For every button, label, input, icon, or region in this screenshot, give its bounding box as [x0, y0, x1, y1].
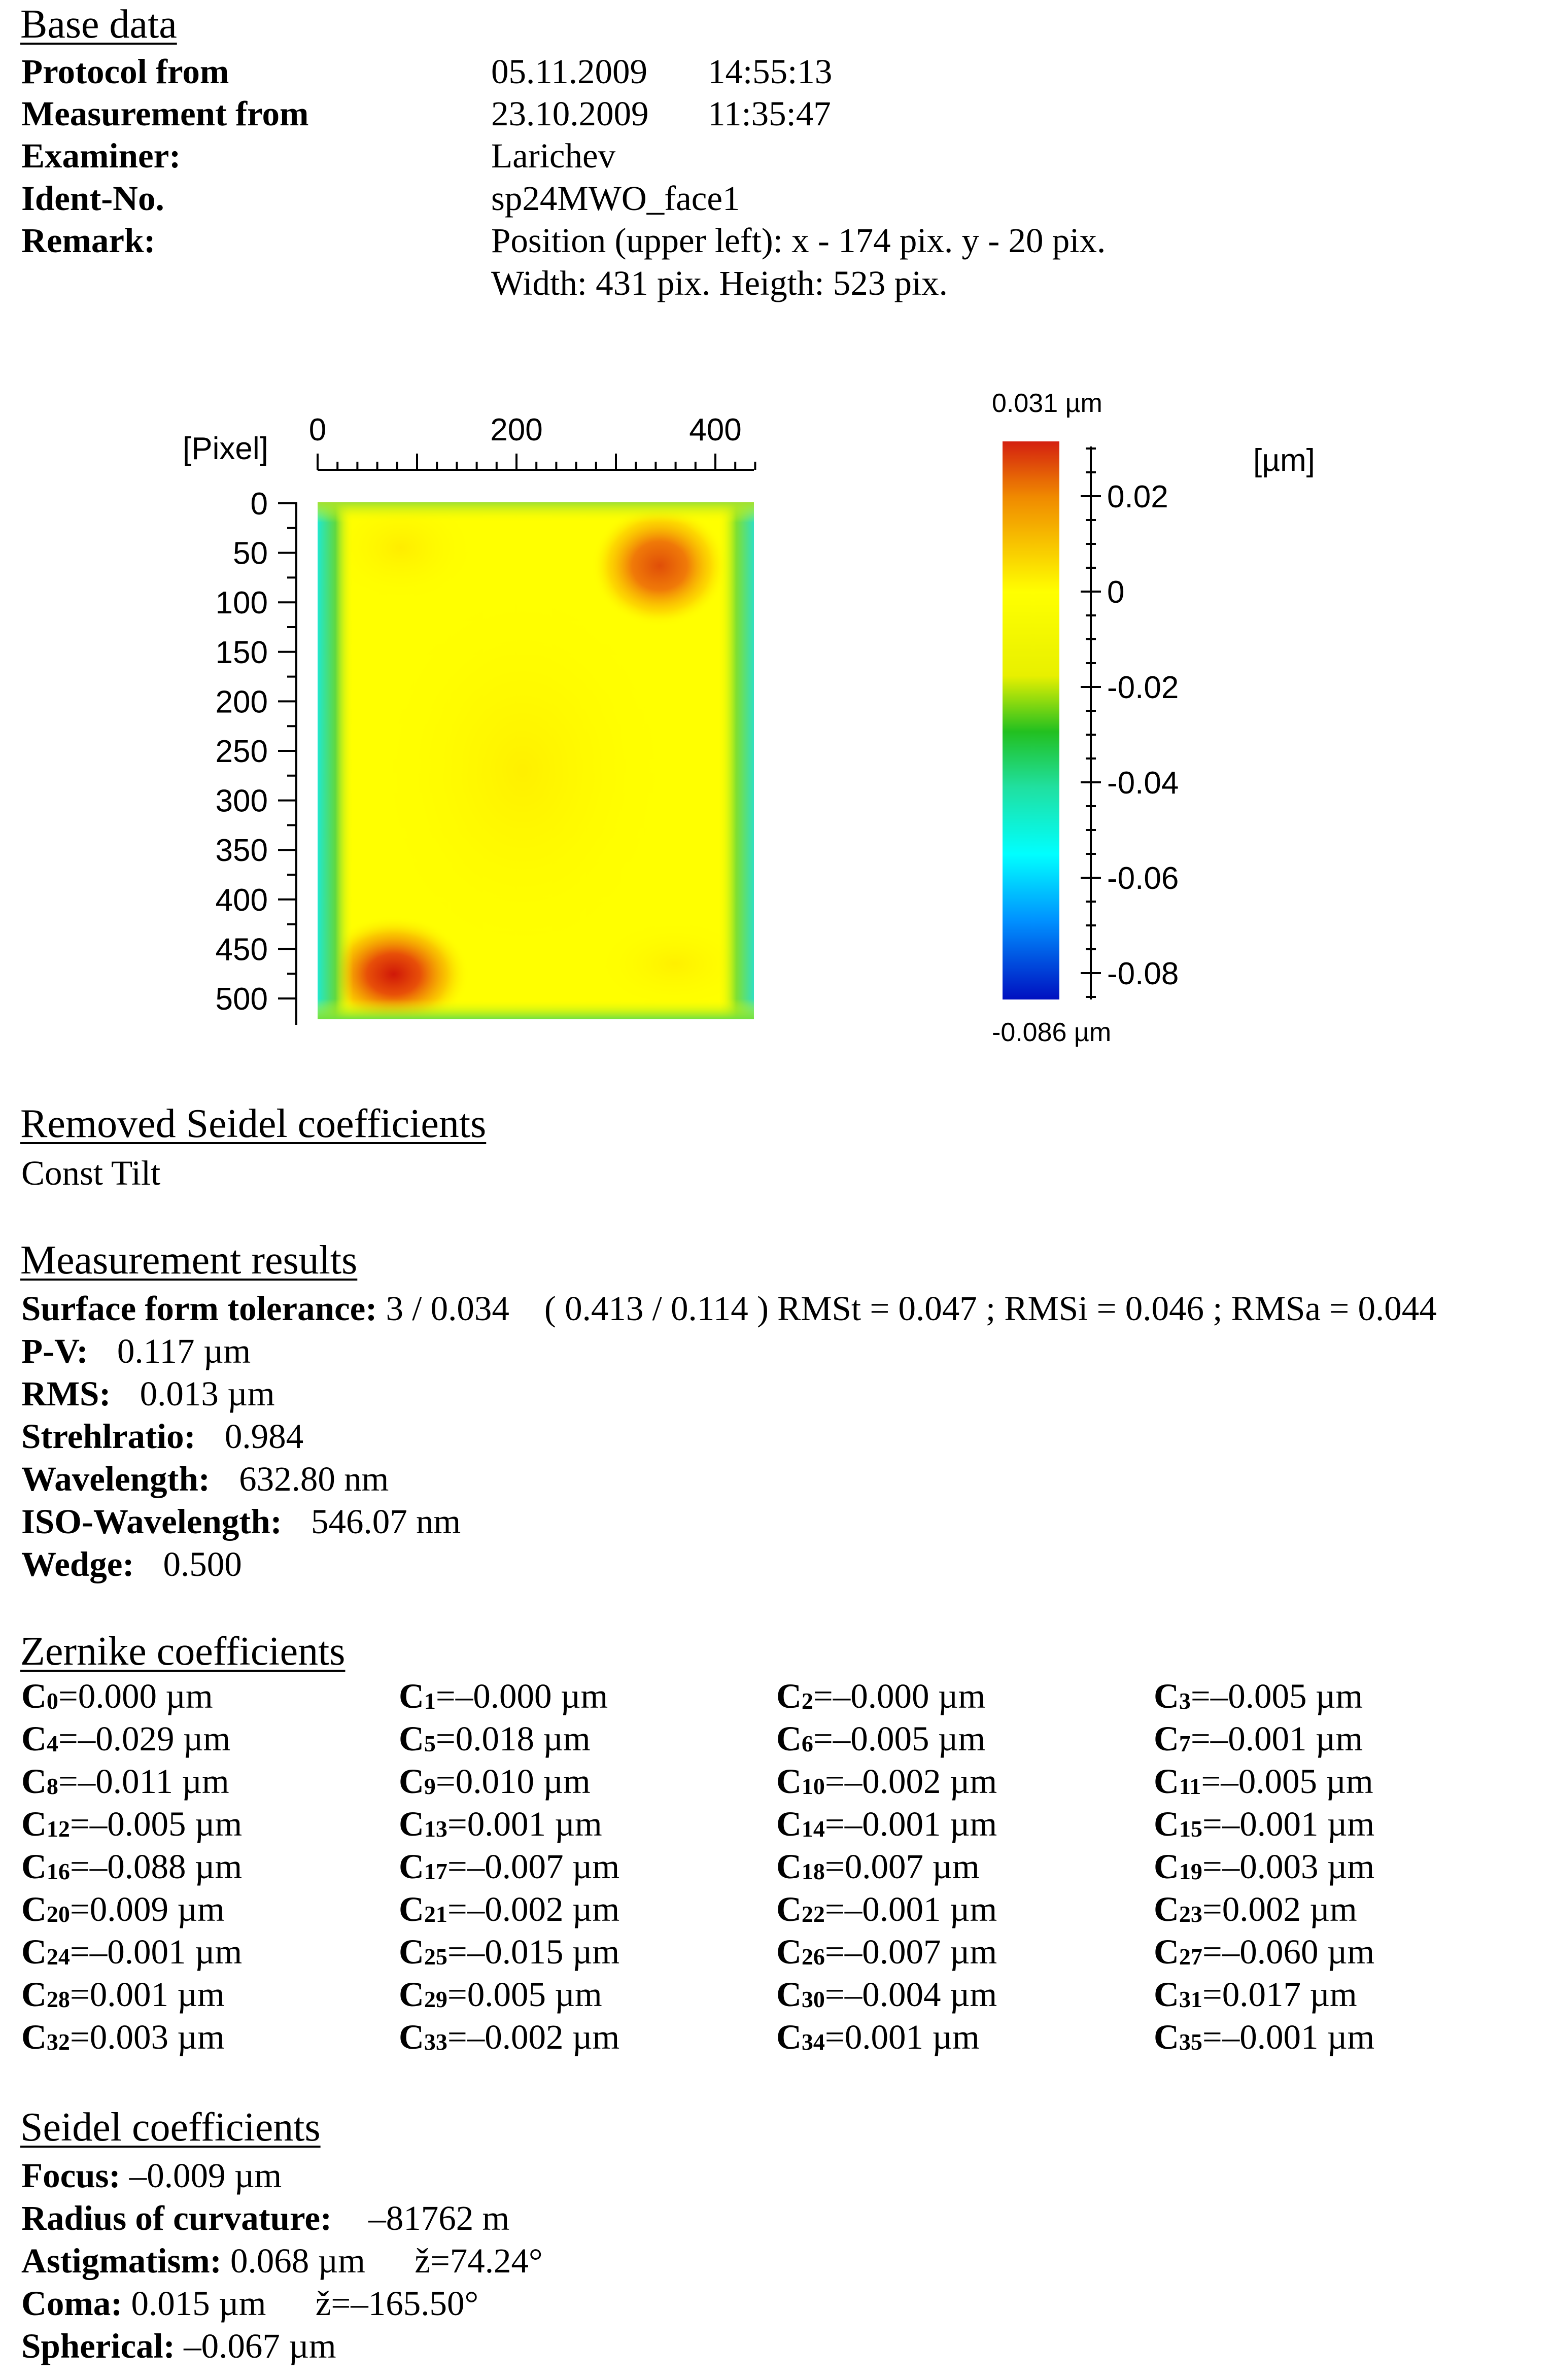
zernike-coefficient [399, 1888, 776, 1930]
zernike-index: 25 [424, 1944, 447, 1970]
zernike-index: 29 [424, 1986, 447, 2012]
zernike-value: =–0.001 µm [70, 1933, 243, 1971]
strehl-value: 0.984 [224, 1417, 304, 1456]
zernike-index: 11 [1179, 1773, 1201, 1799]
zernike-value: =0.001 µm [824, 2018, 980, 2056]
zernike-coefficient [399, 1973, 776, 2016]
colorbar-tick-label: 0.02 [1107, 479, 1168, 514]
zernike-coefficient [399, 1675, 776, 1717]
pv-label: P-V: [21, 1332, 88, 1370]
astigmatism-angle: ž=74.24° [415, 2241, 543, 2280]
strehl-row [21, 1419, 303, 1454]
pixel-unit-label: [Pixel] [183, 431, 268, 466]
zernike-coefficient [21, 1675, 399, 1717]
zernike-value: =–0.005 µm [813, 1719, 986, 1758]
zernike-symbol: C [21, 1762, 47, 1801]
zernike-coefficient [399, 2016, 776, 2058]
zernike-symbol: C [21, 2018, 47, 2056]
surface-map-figure [0, 375, 1552, 1076]
zernike-value: =0.010 µm [435, 1762, 591, 1801]
measurement-time: 11:35:47 [708, 94, 831, 133]
zernike-coefficient [21, 1717, 399, 1760]
zernike-index: 0 [46, 1688, 58, 1714]
zernike-symbol: C [776, 1719, 802, 1758]
zernike-index: 23 [1179, 1901, 1202, 1927]
zernike-symbol: C [399, 1805, 424, 1843]
remark-line-2: Width: 431 pix. Heigth: 523 pix. [491, 264, 948, 302]
zernike-symbol: C [21, 1890, 47, 1928]
zernike-coefficient [776, 1973, 1154, 2016]
coma-angle: ž=–165.50° [315, 2284, 479, 2323]
y-tick-label: 250 [215, 734, 268, 769]
zernike-value: =–0.005 µm [70, 1805, 243, 1843]
y-tick-label: 200 [215, 684, 268, 720]
base-data-heading: Base data [20, 2, 177, 47]
x-tick-label: 200 [490, 412, 543, 447]
zernike-value: =0.003 µm [70, 2018, 225, 2056]
surface-form-tolerance-row [21, 1291, 1437, 1326]
zernike-coefficient [1154, 1760, 1531, 1803]
zernike-index: 12 [46, 1816, 70, 1842]
iso-wavelength-label: ISO-Wavelength: [21, 1502, 282, 1541]
zernike-symbol: C [1154, 2018, 1179, 2056]
zernike-coefficient [1154, 2016, 1531, 2058]
zernike-coefficient [776, 2016, 1154, 2058]
colorbar-tick-label: 0 [1107, 575, 1125, 610]
x-axis [309, 412, 755, 470]
zernike-value: =0.001 µm [70, 1975, 225, 2014]
zernike-value: =–0.004 µm [824, 1975, 997, 2014]
focus-label: Focus: [21, 2156, 121, 2195]
zernike-value: =0.009 µm [70, 1890, 225, 1928]
zernike-value: =0.000 µm [58, 1677, 213, 1715]
x-tick-label: 0 [308, 412, 327, 447]
zernike-index: 5 [424, 1731, 436, 1756]
zernike-index: 35 [1179, 2029, 1202, 2055]
focus-value: –0.009 µm [129, 2156, 282, 2195]
zernike-value: =–0.060 µm [1202, 1933, 1375, 1971]
protocol-date: 05.11.2009 [491, 52, 647, 91]
ident-value: sp24MWO_face1 [491, 179, 740, 218]
zernike-symbol: C [21, 1975, 47, 2014]
colorbar-tick-label: -0.06 [1107, 861, 1179, 896]
zernike-coefficient [399, 1930, 776, 1973]
y-tick-label: 450 [215, 932, 268, 968]
rms-row [21, 1376, 275, 1411]
strehl-label: Strehlratio: [21, 1417, 196, 1456]
zernike-index: 4 [46, 1731, 58, 1756]
zernike-symbol: C [399, 1677, 424, 1715]
removed-seidel-heading: Removed Seidel coefficients [20, 1101, 487, 1146]
zernike-index: 18 [801, 1858, 825, 1884]
zernike-index: 10 [801, 1773, 825, 1799]
zernike-symbol: C [399, 1933, 424, 1971]
spherical-value: –0.067 µm [184, 2327, 336, 2365]
zernike-symbol: C [21, 1719, 47, 1758]
x-tick-label: 400 [689, 412, 742, 447]
wavelength-value: 632.80 nm [239, 1460, 389, 1498]
colorbar-tick-label: -0.04 [1107, 766, 1179, 801]
colorbar-max-label: 0.031 µm [992, 389, 1102, 418]
measurement-results-heading: Measurement results [20, 1238, 358, 1283]
y-tick-label: 300 [215, 783, 268, 819]
zernike-coefficient [399, 1717, 776, 1760]
radius-value: –81762 m [368, 2199, 510, 2237]
zernike-index: 13 [424, 1816, 447, 1842]
coma-row [21, 2286, 478, 2321]
zernike-value: =–0.001 µm [824, 1805, 997, 1843]
zernike-symbol: C [776, 1805, 802, 1843]
sft-label: Surface form tolerance: [21, 1289, 377, 1328]
zernike-value: =–0.000 µm [813, 1677, 986, 1715]
zernike-value: =0.001 µm [447, 1805, 602, 1843]
zernike-coefficient [1154, 1845, 1531, 1888]
zernike-value: =–0.002 µm [447, 2018, 620, 2056]
zernike-symbol: C [399, 1762, 424, 1801]
zernike-symbol: C [21, 1677, 47, 1715]
coma-label: Coma: [21, 2284, 123, 2323]
wedge-row [21, 1547, 242, 1582]
zernike-value: =–0.005 µm [1201, 1762, 1373, 1801]
zernike-heading: Zernike coefficients [20, 1629, 346, 1674]
zernike-symbol: C [399, 1719, 424, 1758]
examiner-value: Larichev [491, 136, 616, 175]
spherical-row [21, 2329, 336, 2364]
zernike-coefficient [776, 1888, 1154, 1930]
zernike-index: 19 [1179, 1858, 1202, 1884]
zernike-symbol: C [776, 1890, 802, 1928]
zernike-value: =0.007 µm [824, 1847, 980, 1886]
zernike-coefficient [776, 1803, 1154, 1845]
surface-map [318, 492, 756, 1032]
y-tick-label: 350 [215, 833, 268, 869]
zernike-index: 21 [424, 1901, 447, 1927]
zernike-index: 16 [46, 1858, 70, 1884]
zernike-value: =–0.029 µm [58, 1719, 231, 1758]
zernike-value: =0.018 µm [435, 1719, 591, 1758]
zernike-coefficient [776, 1845, 1154, 1888]
y-tick-label: 50 [233, 536, 268, 571]
protocol-label: Protocol from [21, 52, 229, 91]
zernike-grid [21, 1675, 1531, 2058]
focus-row [21, 2158, 282, 2193]
wavelength-label: Wavelength: [21, 1460, 210, 1498]
zernike-symbol: C [776, 1975, 802, 2014]
remark-line-1: Position (upper left): x - 174 pix. y - 20 pix. [491, 221, 1106, 260]
zernike-coefficient [21, 1973, 399, 2016]
zernike-index: 24 [46, 1944, 70, 1970]
zernike-value: =–0.000 µm [435, 1677, 608, 1715]
zernike-symbol: C [776, 2018, 802, 2056]
zernike-index: 17 [424, 1858, 447, 1884]
zernike-symbol: C [1154, 1719, 1179, 1758]
zernike-symbol: C [776, 1847, 802, 1886]
zernike-index: 8 [46, 1773, 58, 1799]
measurement-date: 23.10.2009 [491, 94, 649, 133]
zernike-coefficient [776, 1675, 1154, 1717]
zernike-symbol: C [1154, 1677, 1179, 1715]
zernike-index: 33 [424, 2029, 447, 2055]
zernike-coefficient [399, 1845, 776, 1888]
zernike-coefficient [21, 1845, 399, 1888]
zernike-value: =–0.088 µm [70, 1847, 243, 1886]
protocol-time: 14:55:13 [708, 52, 833, 91]
zernike-value: =0.005 µm [447, 1975, 602, 2014]
zernike-coefficient [21, 1760, 399, 1803]
zernike-coefficient [21, 1888, 399, 1930]
zernike-symbol: C [1154, 1975, 1179, 2014]
zernike-coefficient [399, 1803, 776, 1845]
zernike-value: =–0.001 µm [1190, 1719, 1363, 1758]
zernike-coefficient [21, 2016, 399, 2058]
astigmatism-label: Astigmatism: [21, 2241, 222, 2280]
wedge-label: Wedge: [21, 1545, 134, 1583]
colorbar-tick-label: -0.08 [1107, 956, 1179, 991]
seidel-heading: Seidel coefficients [20, 2105, 321, 2150]
zernike-symbol: C [776, 1933, 802, 1971]
zernike-index: 22 [801, 1901, 825, 1927]
ident-label: Ident-No. [21, 179, 164, 218]
astigmatism-row [21, 2241, 543, 2280]
zernike-symbol: C [399, 1890, 424, 1928]
zernike-coefficient [776, 1760, 1154, 1803]
wavelength-row [21, 1462, 389, 1497]
y-tick-label: 100 [215, 585, 268, 621]
removed-seidel-value: Const Tilt [21, 1154, 161, 1192]
zernike-symbol: C [399, 1847, 424, 1886]
radius-row [21, 2201, 509, 2236]
rms-label: RMS: [21, 1374, 111, 1413]
zernike-value: =–0.001 µm [1202, 1805, 1375, 1843]
zernike-index: 31 [1179, 1986, 1202, 2012]
sft-value: 3 / 0.034 ( 0.413 / 0.114 ) RMSt = 0.047 ; RMSi = 0.046 ; RMSa = 0.044 [386, 1289, 1437, 1328]
zernike-symbol: C [21, 1805, 47, 1843]
zernike-value: =0.017 µm [1202, 1975, 1357, 2014]
zernike-value: =0.002 µm [1202, 1890, 1357, 1928]
zernike-coefficient [776, 1717, 1154, 1760]
remark-label: Remark: [21, 221, 156, 260]
zernike-coefficient [1154, 1888, 1531, 1930]
zernike-coefficient [776, 1930, 1154, 1973]
zernike-index: 14 [801, 1816, 825, 1842]
zernike-symbol: C [399, 2018, 424, 2056]
zernike-symbol: C [21, 1933, 47, 1971]
zernike-value: =–0.003 µm [1202, 1847, 1375, 1886]
zernike-coefficient [1154, 1973, 1531, 2016]
zernike-index: 27 [1179, 1944, 1202, 1970]
zernike-symbol: C [1154, 1847, 1179, 1886]
colorbar-min-label: -0.086 µm [992, 1018, 1112, 1047]
zernike-symbol: C [21, 1847, 47, 1886]
zernike-index: 9 [424, 1773, 436, 1799]
colorbar [992, 389, 1315, 1047]
zernike-index: 34 [801, 2029, 825, 2055]
zernike-symbol: C [399, 1975, 424, 2014]
zernike-value: =–0.015 µm [447, 1933, 620, 1971]
zernike-coefficient [1154, 1717, 1531, 1760]
zernike-index: 3 [1179, 1688, 1191, 1714]
zernike-index: 32 [46, 2029, 70, 2055]
zernike-value: =–0.001 µm [824, 1890, 997, 1928]
zernike-symbol: C [1154, 1762, 1179, 1801]
iso-wavelength-row [21, 1504, 461, 1539]
colorbar-tick-label: -0.02 [1107, 670, 1179, 705]
zernike-index: 2 [801, 1688, 813, 1714]
astigmatism-value: 0.068 µm [230, 2241, 365, 2280]
zernike-index: 15 [1179, 1816, 1202, 1842]
iso-wavelength-value: 546.07 nm [311, 1502, 461, 1541]
zernike-value: =–0.007 µm [447, 1847, 620, 1886]
colorbar-unit-label: [µm] [1253, 443, 1315, 478]
zernike-symbol: C [776, 1762, 802, 1801]
zernike-value: =–0.001 µm [1202, 2018, 1375, 2056]
zernike-coefficient [21, 1930, 399, 1973]
measurement-label: Measurement from [21, 94, 309, 133]
zernike-index: 20 [46, 1901, 70, 1927]
zernike-index: 6 [801, 1731, 813, 1756]
pv-row [21, 1334, 251, 1369]
zernike-coefficient [399, 1760, 776, 1803]
examiner-label: Examiner: [21, 136, 181, 175]
y-axis [216, 487, 296, 1025]
zernike-symbol: C [1154, 1933, 1179, 1971]
rms-value: 0.013 µm [140, 1374, 275, 1413]
zernike-value: =–0.002 µm [824, 1762, 997, 1801]
zernike-index: 28 [46, 1986, 70, 2012]
zernike-index: 1 [424, 1688, 436, 1714]
zernike-value: =–0.005 µm [1190, 1677, 1363, 1715]
pv-value: 0.117 µm [117, 1332, 251, 1370]
zernike-symbol: C [776, 1677, 802, 1715]
y-tick-label: 0 [250, 487, 268, 522]
y-tick-label: 400 [215, 882, 268, 918]
radius-label: Radius of curvature: [21, 2199, 332, 2237]
zernike-value: =–0.007 µm [824, 1933, 997, 1971]
zernike-coefficient [1154, 1803, 1531, 1845]
y-tick-label: 500 [215, 982, 268, 1017]
zernike-value: =–0.011 µm [58, 1762, 229, 1801]
zernike-symbol: C [1154, 1805, 1179, 1843]
y-tick-label: 150 [215, 635, 268, 670]
zernike-coefficient [21, 1803, 399, 1845]
coma-value: 0.015 µm [131, 2284, 266, 2323]
zernike-coefficient [1154, 1930, 1531, 1973]
zernike-index: 7 [1179, 1731, 1191, 1756]
zernike-index: 30 [801, 1986, 825, 2012]
zernike-index: 26 [801, 1944, 825, 1970]
spherical-label: Spherical: [21, 2327, 175, 2365]
wedge-value: 0.500 [163, 1545, 242, 1583]
zernike-value: =–0.002 µm [447, 1890, 620, 1928]
zernike-coefficient [1154, 1675, 1531, 1717]
zernike-symbol: C [1154, 1890, 1179, 1928]
